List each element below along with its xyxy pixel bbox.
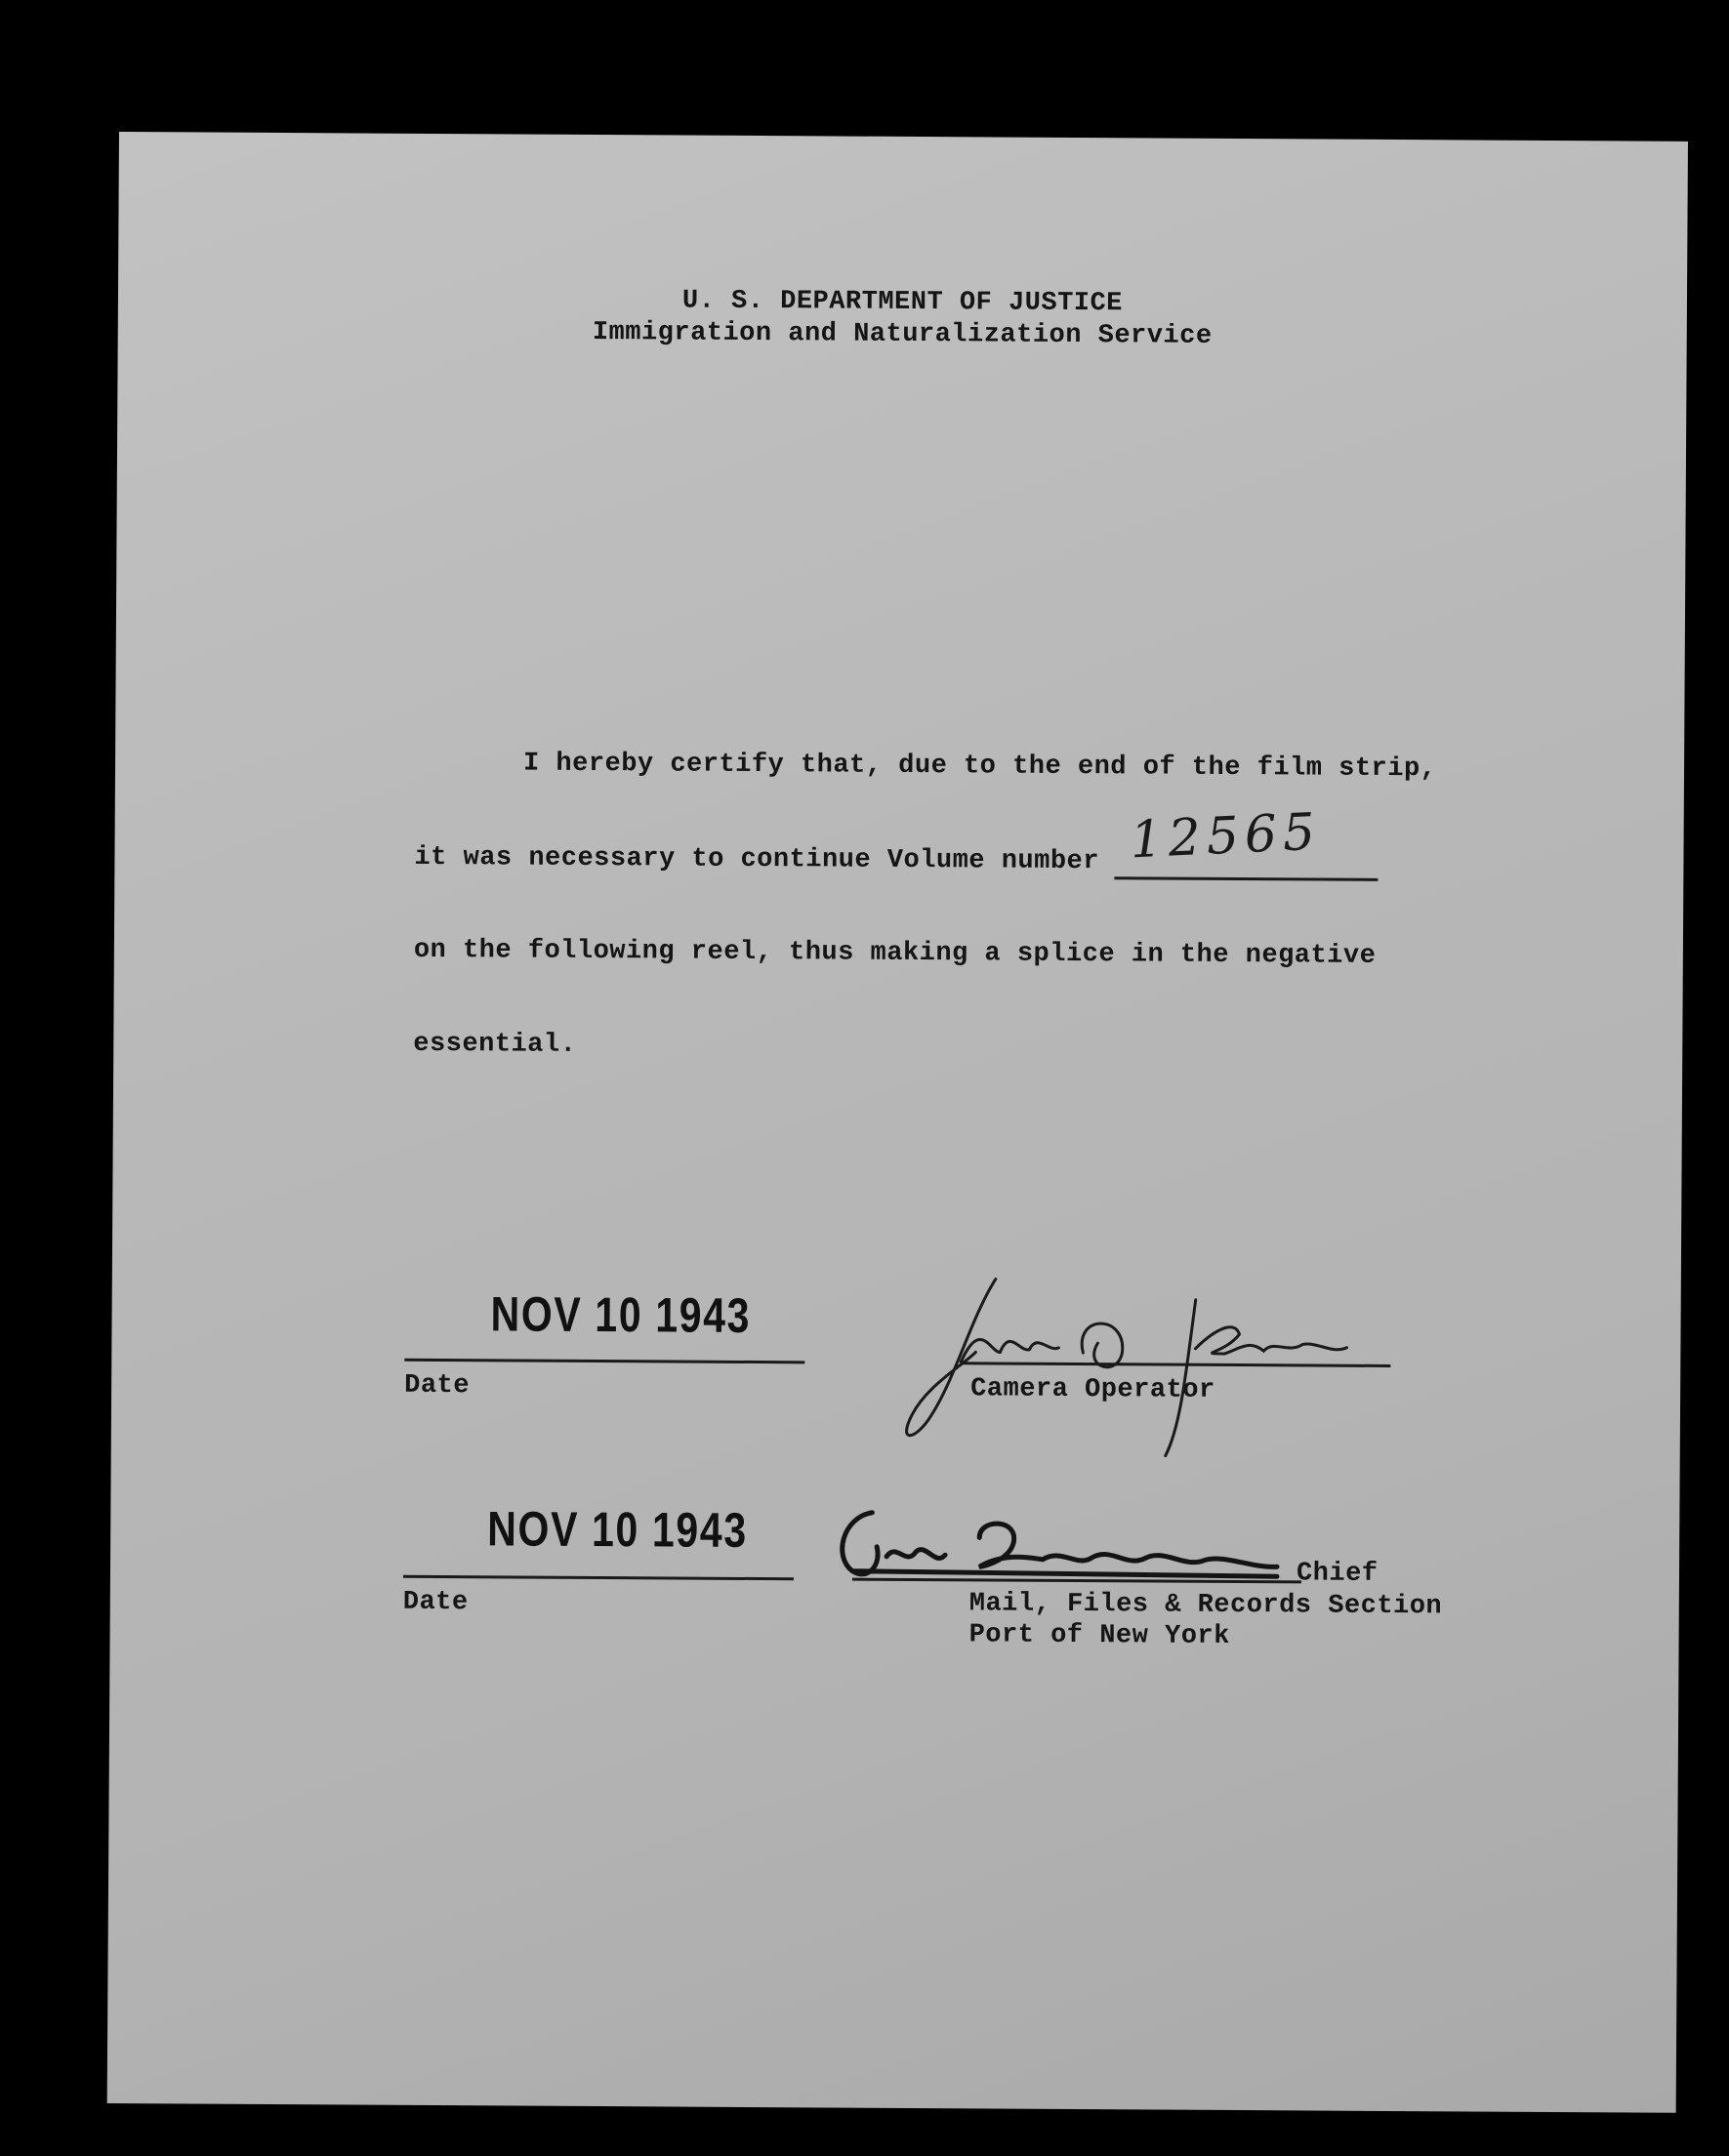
camera-date-line [404,1359,804,1364]
agency-subtitle: Immigration and Naturalization Service [592,317,1213,351]
volume-number-underline [1114,876,1378,881]
chief-date-stamp: NOV 10 1943 [487,1501,748,1558]
chief-section-label: Mail, Files & Records Section [968,1589,1443,1622]
chief-date-label: Date [402,1587,469,1618]
chief-port-label: Port of New York [968,1620,1230,1651]
certificate-line-2: it was necessary to continue Volume number [414,842,1100,877]
camera-operator-signature [902,1259,1352,1457]
camera-operator-label: Camera Operator [970,1374,1215,1405]
agency-title: U. S. DEPARTMENT OF JUSTICE [681,286,1124,319]
volume-number-handwritten: 12565 [1129,802,1323,871]
chief-date-line [403,1575,794,1580]
camera-date-label: Date [404,1370,471,1402]
document-page [107,132,1688,2113]
camera-date-stamp: NOV 10 1943 [490,1286,752,1343]
certificate-line-1: I hereby certify that, due to the end of the film strip, [522,749,1437,785]
certificate-line-4: essential. [413,1029,577,1060]
chief-title-label: Chief [1296,1559,1379,1589]
certificate-line-3: on the following reel, thus making a splice in the negative [413,935,1377,971]
